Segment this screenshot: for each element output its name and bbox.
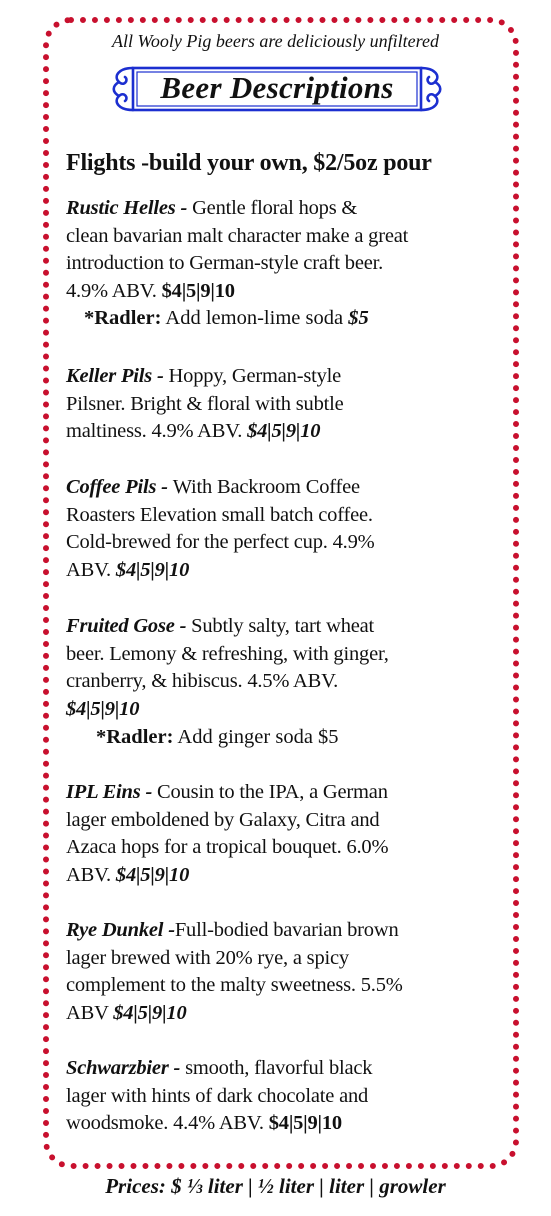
name-separator: - <box>163 919 175 941</box>
desc-line: complement to the malty sweetness. 5.5% <box>66 974 403 997</box>
beer-ipl-eins <box>66 779 508 889</box>
name-separator: - <box>174 615 192 637</box>
beer-price: $4|5|9|10 <box>161 279 235 302</box>
flights-heading: Flights -build your own, $2/5oz pour <box>66 150 432 176</box>
beer-name: IPL Eins <box>66 781 141 803</box>
name-separator: - <box>175 197 193 219</box>
beer-name: Fruited Gose <box>66 615 175 637</box>
desc-line: Pilsner. Bright & floral with subtle <box>66 392 344 415</box>
name-separator: - <box>152 365 169 387</box>
desc-line: introduction to German-style craft beer. <box>66 252 384 275</box>
beer-rye-dunkel <box>66 917 508 1027</box>
beer-fruited-gose <box>66 613 508 723</box>
beer-keller-pils <box>66 363 508 446</box>
beer-price: $4|5|9|10 <box>113 1001 187 1024</box>
radler-note <box>84 307 369 330</box>
desc-line: 4.9% ABV. <box>66 279 162 302</box>
beer-price: $4|5|9|10 <box>66 697 140 720</box>
desc-line: lager with hints of dark chocolate and <box>66 1084 369 1107</box>
desc-line: ABV <box>66 1001 114 1024</box>
desc-line: woodsmoke. 4.4% ABV. <box>66 1112 269 1135</box>
beer-price: $4|5|9|10 <box>115 558 190 581</box>
tagline: All Wooly Pig beers are deliciously unfiltered <box>112 31 439 51</box>
desc-line: Hoppy, German-style <box>168 365 342 387</box>
desc-line: ABV. <box>66 558 116 581</box>
name-separator: - <box>156 476 173 498</box>
beer-name: Schwarzbier <box>66 1057 169 1079</box>
beer-price: $4|5|9|10 <box>247 420 321 443</box>
desc-line: cranberry, & hibiscus. 4.5% ABV. <box>66 670 339 693</box>
desc-line: Cold-brewed for the perfect cup. 4.9% <box>66 531 375 554</box>
radler-note <box>96 726 339 749</box>
desc-line: lager emboldened by Galaxy, Citra and <box>66 808 380 831</box>
beer-name: Rye Dunkel <box>66 919 164 941</box>
desc-line: With Backroom Coffee <box>172 476 360 498</box>
desc-line: Azaca hops for a tropical bouquet. 6.0% <box>66 836 389 859</box>
beer-name: Keller Pils <box>66 365 153 387</box>
banner-title: Beer Descriptions <box>160 70 394 105</box>
desc-line: Cousin to the IPA, a German <box>157 781 388 803</box>
radler-text: Add lemon-lime soda <box>161 307 349 329</box>
radler-label: *Radler: <box>96 726 174 748</box>
beer-rustic-helles <box>66 195 508 305</box>
desc-line: Gentle floral hops & <box>192 197 358 219</box>
desc-line: ABV. <box>66 863 116 886</box>
desc-line: clean bavarian malt character make a great <box>66 224 409 247</box>
desc-line: maltiness. 4.9% ABV. <box>66 420 248 443</box>
radler-label: *Radler: <box>84 307 162 329</box>
beer-price: $4|5|9|10 <box>115 863 190 886</box>
beer-name: Coffee Pils <box>66 476 157 498</box>
name-separator: - <box>168 1057 186 1079</box>
radler-text: Add ginger soda $5 <box>173 726 339 748</box>
title-banner <box>109 64 445 114</box>
desc-line: beer. Lemony & refreshing, with ginger, <box>66 642 389 665</box>
beer-price: $4|5|9|10 <box>268 1112 342 1135</box>
desc-line: Subtly salty, tart wheat <box>191 615 375 637</box>
desc-line: Roasters Elevation small batch coffee. <box>66 503 373 526</box>
desc-line: Full-bodied bavarian brown <box>174 919 399 941</box>
price-legend: Prices: $ ⅓ liter | ½ liter | liter | growler <box>105 1174 446 1198</box>
beer-coffee-pils <box>66 474 508 584</box>
desc-line: lager brewed with 20% rye, a spicy <box>66 946 349 969</box>
desc-line: smooth, flavorful black <box>185 1057 373 1079</box>
beer-name: Rustic Helles <box>66 197 176 219</box>
radler-price: $5 <box>348 307 369 329</box>
beer-schwarzbier <box>66 1055 508 1138</box>
name-separator: - <box>140 781 158 803</box>
